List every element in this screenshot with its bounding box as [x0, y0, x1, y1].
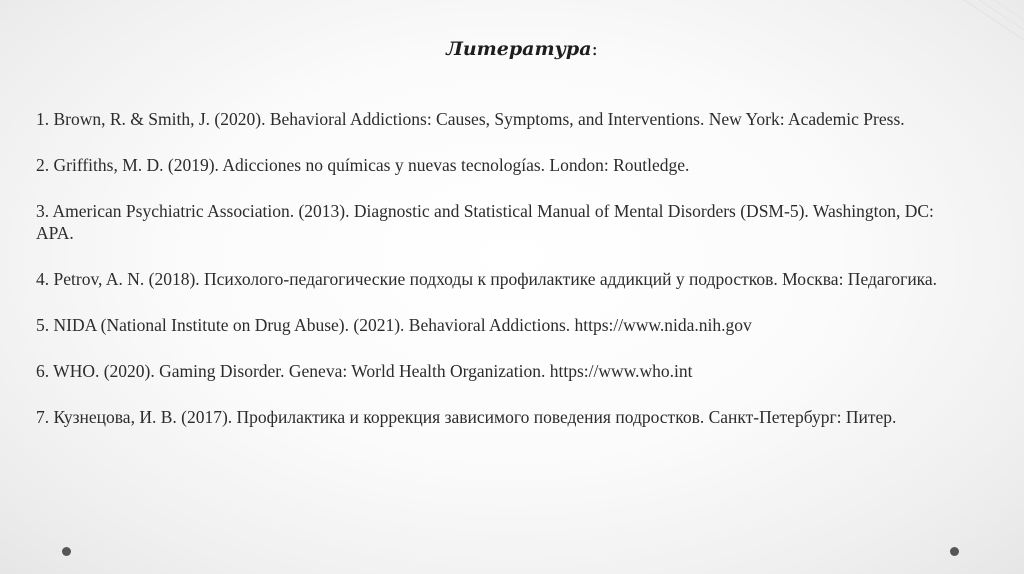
reference-item-7: 7. Кузнецова, И. В. (2017). Профилактика и коррекция зависимого поведения подростков. Санкт-Петербург: Питер. [36, 407, 897, 427]
slide-title [0, 38, 1024, 60]
decorative-dot-right [950, 547, 959, 556]
reference-item-2: 2. Griffiths, M. D. (2019). Adicciones no químicas y nuevas tecnologías. London: Routledge. [36, 155, 690, 175]
decorative-dot-left [62, 547, 71, 556]
reference-item-4: 4. Petrov, A. N. (2018). Психолого-педагогические подходы к профилактике аддикций у подростков. Москва: Педагогика. [36, 269, 938, 289]
reference-list [36, 108, 946, 452]
slide-title-colon: : [591, 38, 598, 60]
reference-item-6: 6. WHO. (2020). Gaming Disorder. Geneva: World Health Organization. https://www.who.int [36, 361, 693, 381]
slide-title-text: Литература [446, 38, 592, 60]
reference-item-3: 3. American Psychiatric Association. (2013). Diagnostic and Statistical Manual of Mental Disorders (DSM-5). Washington, DC: APA. [36, 201, 934, 243]
reference-item-1: 1. Brown, R. & Smith, J. (2020). Behavioral Addictions: Causes, Symptoms, and Interventions. New York: Academic Press. [36, 109, 905, 129]
reference-item-5: 5. NIDA (National Institute on Drug Abuse). (2021). Behavioral Addictions. https://www.nida.nih.gov [36, 315, 752, 335]
